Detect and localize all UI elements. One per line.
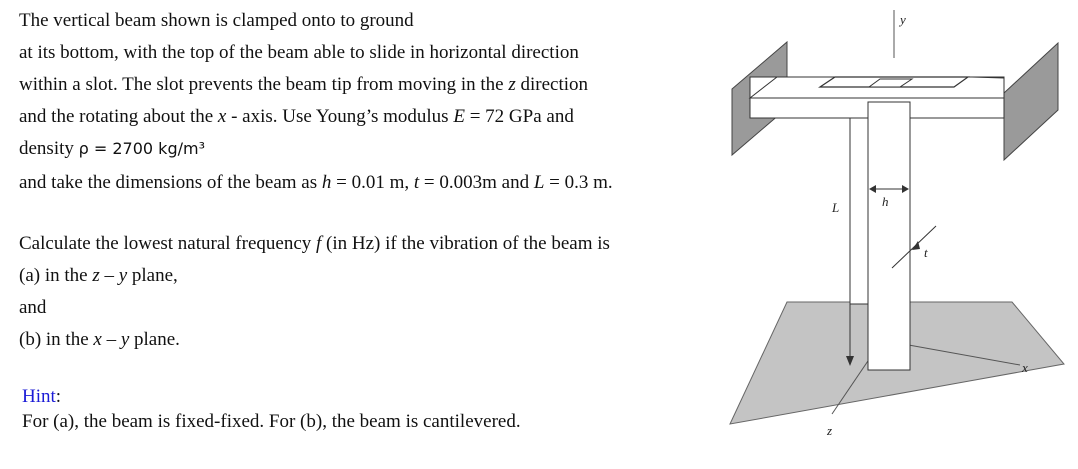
problem-line-6: and take the dimensions of the beam as h = 0.01 m, t = 0.003m and L = 0.3 m. (19, 172, 613, 193)
and-line: and (19, 297, 47, 318)
beam-diagram (722, 0, 1078, 469)
label-y: y (900, 12, 906, 27)
problem-line-4: and the rotating about the x - axis. Use Young’s modulus E = 72 GPa and (19, 106, 574, 127)
density-value: 2700 kg/m³ (112, 139, 205, 158)
problem-line-2: at its bottom, with the top of the beam able to slide in horizontal direction (19, 42, 579, 63)
label-x: x (1022, 360, 1028, 375)
hint-title: Hint: (22, 386, 62, 407)
vertical-beam-side (850, 118, 868, 304)
var-x: x (217, 106, 227, 127)
problem-line-3: within a slot. The slot prevents the beam tip from moving in the z direction (19, 74, 589, 95)
problem-line-1: The vertical beam shown is clamped onto to ground (19, 10, 414, 31)
label-L: L (832, 200, 840, 215)
hint-text: For (a), the beam is fixed-fixed. For (b), the beam is cantilevered. (22, 411, 521, 432)
problem-line-5: density ρ = 2700 kg/m³ (19, 138, 205, 159)
label-h: h (882, 194, 889, 209)
part-a-line: (a) in the z – y plane, (19, 265, 178, 286)
label-t: t (924, 245, 928, 260)
label-z: z (827, 423, 833, 438)
right-wall (1004, 43, 1058, 160)
rho-symbol: ρ = (78, 139, 113, 158)
vertical-beam-front (868, 102, 910, 370)
question-line: Calculate the lowest natural frequency f (in Hz) if the vibration of the beam is (19, 233, 610, 254)
var-z: z (508, 74, 516, 95)
var-E: E (453, 106, 465, 127)
part-b-line: (b) in the x – y plane. (19, 329, 180, 350)
